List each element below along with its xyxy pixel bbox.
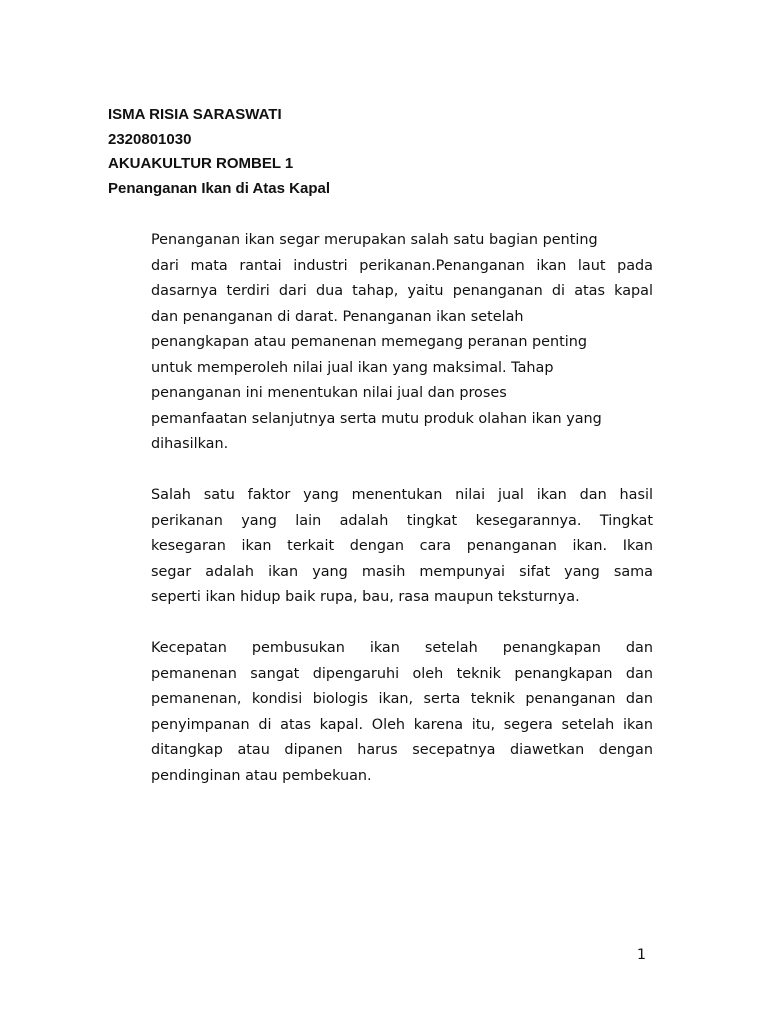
- paragraph-line: seperti ikan hidup baik rupa, bau, rasa maupun teksturnya.: [151, 589, 580, 605]
- paragraph-line: penanganan ini menentukan nilai jual dan proses: [151, 385, 507, 401]
- paragraph-line: penangkapan atau pemanenan memegang peranan penting: [151, 334, 588, 350]
- paragraph-line: Salah satu faktor yang menentukan nilai jual ikan dan hasil: [151, 487, 653, 503]
- paragraph-line: perikanan yang lain adalah tingkat kesegarannya. Tingkat: [151, 512, 653, 529]
- student-id: 2320801030: [108, 130, 192, 148]
- paragraph-spacer: [151, 458, 653, 484]
- paragraph-line: pemanenan, kondisi biologis ikan, serta teknik penanganan dan: [151, 691, 653, 707]
- paragraph-line: Penanganan ikan segar merupakan salah satu bagian penting: [151, 232, 598, 248]
- paragraph-line: pemanenan sangat dipengaruhi oleh teknik penangkapan dan: [151, 665, 653, 682]
- paragraph-line: segar adalah ikan yang masih mempunyai sifat yang sama: [151, 563, 653, 580]
- document-header: [108, 103, 668, 201]
- paragraph-line: Kecepatan pembusukan ikan setelah penangkapan dan: [151, 640, 653, 656]
- paragraph-1: [151, 228, 653, 458]
- paragraph-line: ditangkap atau dipanen harus secepatnya diawetkan dengan: [151, 742, 653, 758]
- page-number: 1: [636, 947, 646, 963]
- paragraph-line: dari mata rantai industri perikanan.Penanganan ikan laut pada: [151, 257, 653, 274]
- paragraph-line: dan penanganan di darat. Penanganan ikan setelah: [151, 308, 524, 325]
- paragraph-line: dihasilkan.: [151, 436, 229, 452]
- document-title: Penanganan Ikan di Atas Kapal: [108, 179, 331, 197]
- paragraph-line: pendinginan atau pembekuan.: [151, 767, 372, 784]
- paragraph-line: kesegaran ikan terkait dengan cara penanganan ikan. Ikan: [151, 538, 653, 554]
- paragraph-line: dasarnya terdiri dari dua tahap, yaitu penanganan di atas kapal: [151, 283, 653, 299]
- paragraph-2: [151, 483, 653, 611]
- document-body: [151, 228, 653, 789]
- paragraph-line: untuk memperoleh nilai jual ikan yang maksimal. Tahap: [151, 359, 554, 376]
- paragraph-line: penyimpanan di atas kapal. Oleh karena itu, segera setelah ikan: [151, 716, 653, 733]
- paragraph-spacer: [151, 611, 653, 637]
- author-name: ISMA RISIA SARASWATI: [108, 106, 282, 123]
- paragraph-3: [151, 636, 653, 789]
- class-name: AKUAKULTUR ROMBEL 1: [108, 155, 294, 172]
- paragraph-line: pemanfaatan selanjutnya serta mutu produk olahan ikan yang: [151, 410, 602, 427]
